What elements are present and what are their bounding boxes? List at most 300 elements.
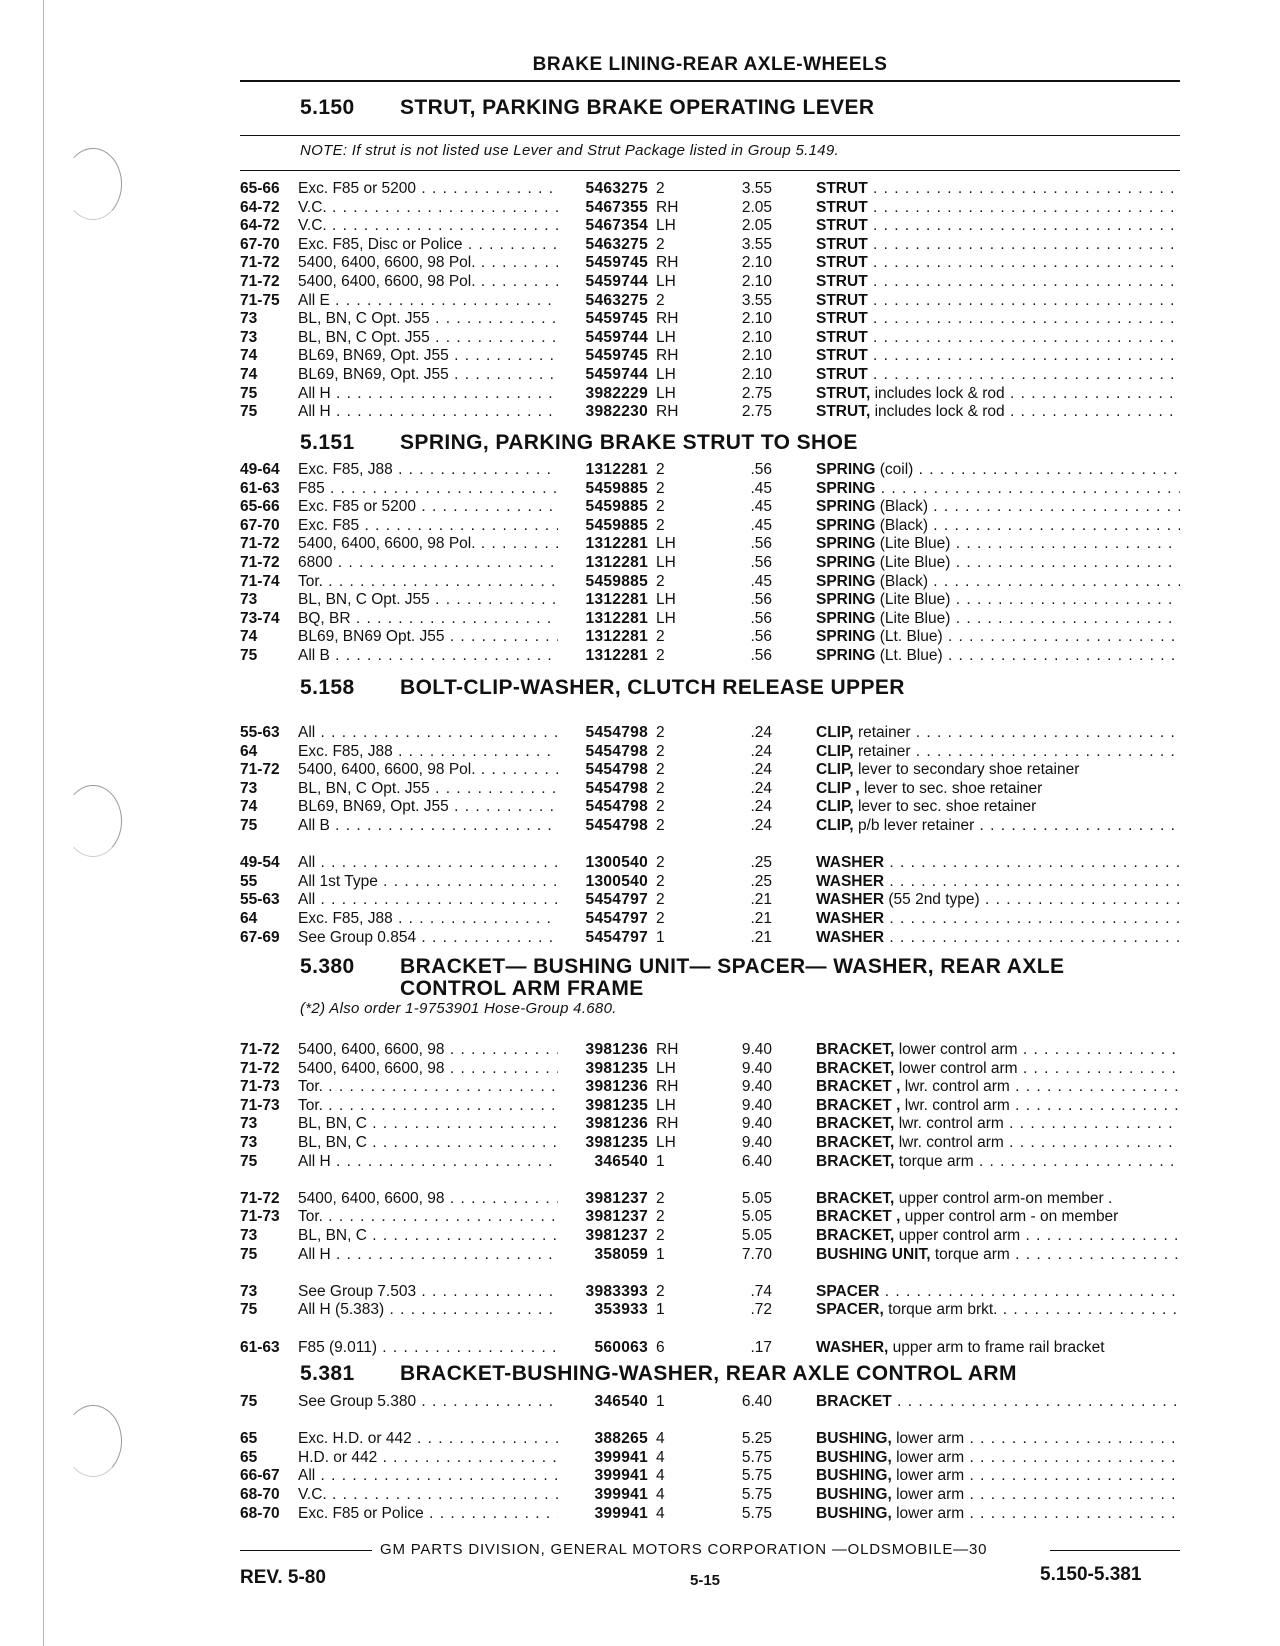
part-number-cell: 5454797 bbox=[585, 910, 648, 927]
application-cell: All . . . bbox=[298, 891, 558, 909]
part-number-cell: 1312281 bbox=[585, 535, 648, 553]
description-cell bbox=[816, 217, 1180, 235]
model-years-cell: 68-70 bbox=[240, 1486, 280, 1503]
quantity-cell: 2 bbox=[656, 628, 665, 646]
description-cell bbox=[816, 273, 1180, 291]
application-cell: Tor. . . . bbox=[298, 1097, 558, 1115]
application-cell: See Group 7.503 . . . bbox=[298, 1283, 558, 1301]
part-number-cell: 3982230 bbox=[585, 403, 648, 421]
quantity-cell: 2 bbox=[656, 235, 665, 253]
part-detail: (Black) bbox=[879, 572, 928, 590]
part-number-cell: 5454798 bbox=[585, 798, 648, 816]
model-years-cell: 71-73 bbox=[240, 1096, 280, 1114]
quantity-cell: 2 bbox=[656, 479, 665, 497]
quantity-cell: 2 bbox=[656, 761, 665, 779]
table-row bbox=[240, 1467, 1180, 1485]
part-name: BUSHING UNIT, bbox=[816, 1245, 931, 1263]
application-cell: V.C. . . . bbox=[298, 217, 558, 235]
part-number-cell: 5454798 bbox=[585, 817, 648, 834]
price-cell: .17 bbox=[750, 1338, 772, 1356]
application-cell: Tor. . . . bbox=[298, 1078, 558, 1096]
section-note: (*2) Also order 1-9753901 Hose-Group 4.680. bbox=[300, 1000, 617, 1017]
part-number-cell: 399941 bbox=[594, 1504, 648, 1522]
description-cell bbox=[816, 1060, 1180, 1078]
part-name: WASHER bbox=[816, 872, 885, 890]
price-cell: 5.75 bbox=[741, 1467, 772, 1485]
description-cell bbox=[816, 1078, 1180, 1096]
price-cell: 6.40 bbox=[741, 1152, 772, 1170]
part-name: WASHER bbox=[816, 854, 885, 872]
part-detail: torque arm brkt. bbox=[888, 1301, 998, 1319]
description-cell bbox=[816, 647, 1180, 665]
part-name: BRACKET, bbox=[816, 1115, 895, 1133]
price-cell: .56 bbox=[750, 647, 772, 664]
table-row bbox=[240, 1190, 1180, 1208]
part-number-cell: 5454798 bbox=[585, 724, 648, 741]
description-cell bbox=[816, 480, 1180, 498]
quantity-cell: 2 bbox=[656, 516, 665, 534]
description-cell bbox=[816, 366, 1180, 384]
section-number: 5.158 bbox=[300, 676, 355, 699]
part-detail: (Lite Blue) bbox=[879, 554, 951, 571]
part-detail: upper control arm-on member . bbox=[898, 1189, 1113, 1207]
price-cell: .56 bbox=[750, 628, 772, 646]
price-cell: .45 bbox=[750, 498, 772, 516]
application-cell: 5400, 6400, 6600, 98 Pol. . . . bbox=[298, 761, 558, 779]
application-cell: All . . . bbox=[298, 1467, 558, 1485]
quantity-cell: LH bbox=[656, 1059, 676, 1077]
part-number-cell: 3982229 bbox=[585, 384, 648, 402]
description-cell bbox=[816, 929, 1180, 947]
quantity-cell: 2 bbox=[656, 910, 665, 927]
description-cell bbox=[816, 573, 1180, 591]
table-row bbox=[240, 1097, 1180, 1115]
table-row bbox=[240, 1430, 1180, 1448]
quantity-cell: 2 bbox=[656, 872, 665, 890]
model-years-cell: 71-72 bbox=[240, 273, 280, 290]
part-detail: retainer bbox=[857, 742, 911, 760]
part-number-cell: 388265 bbox=[594, 1430, 648, 1448]
punch-hole-icon bbox=[64, 148, 122, 220]
price-cell: .45 bbox=[750, 516, 772, 534]
price-cell: 2.75 bbox=[741, 403, 772, 421]
table-row bbox=[240, 1301, 1180, 1319]
description-cell bbox=[816, 910, 1180, 928]
quantity-cell: 2 bbox=[656, 180, 665, 197]
part-detail: lwr. control arm bbox=[904, 1078, 1010, 1096]
table-row bbox=[240, 403, 1180, 421]
price-cell: 5.05 bbox=[741, 1227, 772, 1244]
model-years-cell: 66-67 bbox=[240, 1467, 280, 1485]
part-number-cell: 3981235 bbox=[585, 1134, 648, 1151]
price-cell: 5.05 bbox=[741, 1189, 772, 1207]
table-row bbox=[240, 292, 1180, 310]
application-cell: BL69, BN69, Opt. J55 . . . bbox=[298, 798, 558, 816]
quantity-cell: 4 bbox=[656, 1486, 665, 1503]
part-detail: lever to sec. shoe retainer bbox=[857, 798, 1037, 816]
price-cell: 2.10 bbox=[741, 310, 772, 328]
description-cell bbox=[816, 1041, 1180, 1059]
quantity-cell: 2 bbox=[656, 647, 665, 664]
section-title-5-380 bbox=[300, 956, 1064, 1000]
section-title-5-381 bbox=[300, 1363, 1017, 1385]
part-detail: includes lock & rod bbox=[874, 403, 1005, 421]
description-cell bbox=[816, 554, 1180, 572]
description-cell bbox=[816, 610, 1180, 628]
application-cell: See Group 0.854 . . . bbox=[298, 929, 558, 947]
part-name: SPRING bbox=[816, 461, 876, 478]
application-cell: BL, BN, C Opt. J55 . . . bbox=[298, 310, 558, 328]
part-number-cell: 353933 bbox=[594, 1301, 648, 1319]
quantity-cell: 2 bbox=[656, 1208, 665, 1226]
quantity-cell: 1 bbox=[656, 1301, 665, 1319]
part-name: BUSHING, bbox=[816, 1467, 892, 1485]
application-cell: BL69, BN69, Opt. J55 . . . bbox=[298, 347, 558, 365]
part-name: BRACKET bbox=[816, 1393, 892, 1410]
part-name: WASHER bbox=[816, 891, 885, 909]
application-cell: Exc. F85, J88 . . . bbox=[298, 910, 558, 928]
application-cell: Exc. F85, J88 . . . bbox=[298, 461, 558, 479]
description-cell bbox=[816, 780, 1180, 798]
description-cell bbox=[816, 1393, 1180, 1411]
part-number-cell: 1300540 bbox=[585, 872, 648, 890]
binder-edge-line bbox=[43, 0, 44, 1646]
application-cell: Exc. F85 or 5200 . . . bbox=[298, 180, 558, 198]
table-row bbox=[240, 217, 1180, 235]
application-cell: All B . . . bbox=[298, 817, 558, 835]
description-cell bbox=[816, 873, 1180, 891]
application-cell: All . . . bbox=[298, 724, 558, 742]
model-years-cell: 71-73 bbox=[240, 1208, 280, 1226]
part-name: SPACER bbox=[816, 1282, 880, 1300]
section-rule bbox=[240, 170, 1180, 171]
table-row bbox=[240, 1060, 1180, 1078]
model-years-cell: 55-63 bbox=[240, 891, 280, 909]
table-row bbox=[240, 1227, 1180, 1245]
quantity-cell: RH bbox=[656, 1115, 679, 1133]
part-name: CLIP, bbox=[816, 798, 854, 816]
section-number: 5.381 bbox=[300, 1362, 355, 1385]
part-name: STRUT bbox=[816, 180, 868, 197]
table-row bbox=[240, 554, 1180, 572]
model-years-cell: 49-64 bbox=[240, 461, 280, 478]
part-number-cell: 399941 bbox=[594, 1467, 648, 1485]
application-cell: BL, BN, C Opt. J55 . . . bbox=[298, 591, 558, 609]
part-name: SPRING bbox=[816, 609, 876, 627]
part-name: BRACKET, bbox=[816, 1134, 895, 1151]
table-row bbox=[240, 1339, 1180, 1357]
model-years-cell: 71-72 bbox=[240, 1059, 280, 1077]
part-name: STRUT bbox=[816, 198, 868, 216]
quantity-cell: LH bbox=[656, 591, 676, 609]
footer-corporation: GM PARTS DIVISION, GENERAL MOTORS CORPORATION —OLDSMOBILE—30 bbox=[380, 1541, 988, 1558]
price-cell: .24 bbox=[750, 742, 772, 760]
part-name: STRUT bbox=[816, 291, 868, 309]
price-cell: .56 bbox=[750, 535, 772, 553]
quantity-cell: 1 bbox=[656, 1245, 665, 1263]
table-row bbox=[240, 1041, 1180, 1059]
price-cell: 9.40 bbox=[741, 1059, 772, 1077]
table-row bbox=[240, 929, 1180, 947]
description-cell bbox=[816, 1153, 1180, 1171]
part-name: STRUT bbox=[816, 235, 868, 253]
part-number-cell: 5463275 bbox=[585, 291, 648, 309]
table-row bbox=[240, 329, 1180, 347]
footer-rule-left bbox=[240, 1550, 372, 1551]
table-row bbox=[240, 591, 1180, 609]
footer-section-range: 5.150-5.381 bbox=[1040, 1564, 1142, 1585]
description-cell bbox=[816, 517, 1180, 535]
part-detail: (Lt. Blue) bbox=[879, 628, 943, 646]
part-number-cell: 346540 bbox=[594, 1393, 648, 1410]
table-row bbox=[240, 366, 1180, 384]
quantity-cell: 4 bbox=[656, 1430, 665, 1448]
part-number-cell: 3981237 bbox=[585, 1227, 648, 1244]
model-years-cell: 73 bbox=[240, 328, 258, 346]
description-cell bbox=[816, 798, 1180, 816]
table-row bbox=[240, 1449, 1180, 1467]
application-cell: Exc. H.D. or 442 . . . bbox=[298, 1430, 558, 1448]
part-number-cell: 3981236 bbox=[585, 1078, 648, 1096]
application-cell: All B . . . bbox=[298, 647, 558, 665]
description-cell bbox=[816, 1227, 1180, 1245]
description-cell bbox=[816, 817, 1180, 835]
part-number-cell: 3981235 bbox=[585, 1096, 648, 1114]
part-name: SPACER, bbox=[816, 1301, 884, 1319]
description-cell bbox=[816, 1339, 1180, 1357]
application-cell: BL, BN, C Opt. J55 . . . bbox=[298, 329, 558, 347]
part-name: STRUT bbox=[816, 254, 868, 272]
table-row bbox=[240, 347, 1180, 365]
part-name: BUSHING, bbox=[816, 1448, 892, 1466]
model-years-cell: 71-72 bbox=[240, 1041, 280, 1058]
application-cell: 5400, 6400, 6600, 98 . . . bbox=[298, 1190, 558, 1208]
part-detail: (coil) bbox=[879, 461, 914, 478]
quantity-cell: 2 bbox=[656, 291, 665, 309]
part-name: CLIP, bbox=[816, 817, 854, 834]
part-detail: (Lite Blue) bbox=[879, 591, 951, 609]
quantity-cell: 2 bbox=[656, 1282, 665, 1300]
model-years-cell: 49-54 bbox=[240, 854, 280, 872]
part-detail: upper control arm bbox=[898, 1227, 1021, 1244]
part-detail: lower arm bbox=[896, 1467, 965, 1485]
description-cell bbox=[816, 292, 1180, 310]
application-cell: All H . . . bbox=[298, 385, 558, 403]
page-header-title: BRAKE LINING-REAR AXLE-WHEELS bbox=[532, 54, 888, 75]
application-cell: 5400, 6400, 6600, 98 Pol. . . . bbox=[298, 535, 558, 553]
quantity-cell: 1 bbox=[656, 1152, 665, 1170]
quantity-cell: RH bbox=[656, 254, 679, 272]
application-cell: All . . . bbox=[298, 854, 558, 872]
model-years-cell: 71-74 bbox=[240, 572, 280, 590]
section-number: 5.151 bbox=[300, 431, 355, 454]
quantity-cell: LH bbox=[656, 366, 676, 383]
part-name: SPRING bbox=[816, 498, 876, 516]
model-years-cell: 73 bbox=[240, 1115, 258, 1133]
part-detail: lower arm bbox=[896, 1430, 965, 1448]
price-cell: .21 bbox=[750, 928, 772, 946]
part-detail: torque arm bbox=[934, 1245, 1010, 1263]
table-row bbox=[240, 1393, 1180, 1411]
section-number: 5.150 bbox=[300, 96, 355, 119]
part-number-cell: 1312281 bbox=[585, 591, 648, 609]
part-number-cell: 1312281 bbox=[585, 628, 648, 646]
price-cell: .21 bbox=[750, 891, 772, 909]
application-cell: 5400, 6400, 6600, 98 . . . bbox=[298, 1060, 558, 1078]
part-name: BRACKET , bbox=[816, 1208, 901, 1226]
part-number-cell: 5459745 bbox=[585, 347, 648, 365]
table-row bbox=[240, 535, 1180, 553]
part-number-cell: 5459885 bbox=[585, 516, 648, 534]
part-name: BUSHING, bbox=[816, 1430, 892, 1448]
quantity-cell: 2 bbox=[656, 572, 665, 590]
model-years-cell: 65-66 bbox=[240, 498, 280, 516]
model-years-cell: 73 bbox=[240, 1227, 258, 1244]
description-cell bbox=[816, 461, 1180, 479]
description-cell bbox=[816, 199, 1180, 217]
model-years-cell: 71-72 bbox=[240, 535, 280, 553]
description-cell bbox=[816, 1486, 1180, 1504]
application-cell: Exc. F85 or Police . . . bbox=[298, 1505, 558, 1523]
part-detail: lever to secondary shoe retainer bbox=[857, 761, 1080, 779]
table-row bbox=[240, 573, 1180, 591]
price-cell: .45 bbox=[750, 572, 772, 590]
quantity-cell: 4 bbox=[656, 1504, 665, 1522]
part-number-cell: 5467355 bbox=[585, 198, 648, 216]
price-cell: .45 bbox=[750, 479, 772, 497]
quantity-cell: 2 bbox=[656, 724, 665, 741]
part-name: SPRING bbox=[816, 554, 876, 571]
part-name: SPRING bbox=[816, 572, 876, 590]
part-detail: lower arm bbox=[896, 1448, 965, 1466]
part-number-cell: 5459745 bbox=[585, 254, 648, 272]
model-years-cell: 64-72 bbox=[240, 217, 280, 235]
application-cell: V.C. . . . bbox=[298, 199, 558, 217]
application-cell: Exc. F85, Disc or Police . . . bbox=[298, 236, 558, 254]
part-name: BRACKET, bbox=[816, 1059, 895, 1077]
model-years-cell: 71-72 bbox=[240, 554, 280, 571]
model-years-cell: 73 bbox=[240, 1134, 258, 1151]
quantity-cell: LH bbox=[656, 273, 676, 290]
model-years-cell: 55-63 bbox=[240, 724, 280, 741]
model-years-cell: 73-74 bbox=[240, 609, 280, 627]
application-cell: All 1st Type . . . bbox=[298, 873, 558, 891]
model-years-cell: 75 bbox=[240, 817, 258, 834]
model-years-cell: 67-69 bbox=[240, 928, 280, 946]
description-cell bbox=[816, 1505, 1180, 1523]
price-cell: .25 bbox=[750, 854, 772, 872]
quantity-cell: LH bbox=[656, 384, 676, 402]
part-detail: lower control arm bbox=[898, 1041, 1018, 1058]
application-cell: BL, BN, C . . . bbox=[298, 1115, 558, 1133]
table-row bbox=[240, 1134, 1180, 1152]
part-name: STRUT bbox=[816, 366, 868, 383]
application-cell: 6800 . . . bbox=[298, 554, 558, 572]
part-name: SPRING bbox=[816, 535, 876, 553]
description-cell bbox=[816, 1283, 1180, 1301]
price-cell: 2.10 bbox=[741, 347, 772, 365]
part-name: STRUT, bbox=[816, 384, 871, 402]
description-cell bbox=[816, 236, 1180, 254]
model-years-cell: 61-63 bbox=[240, 1338, 280, 1356]
model-years-cell: 75 bbox=[240, 647, 258, 664]
price-cell: .21 bbox=[750, 910, 772, 927]
part-name: BRACKET , bbox=[816, 1096, 901, 1114]
model-years-cell: 65 bbox=[240, 1448, 258, 1466]
model-years-cell: 75 bbox=[240, 1152, 258, 1170]
application-cell: All H . . . bbox=[298, 1153, 558, 1171]
description-cell bbox=[816, 1430, 1180, 1448]
description-cell bbox=[816, 1301, 1180, 1319]
application-cell: H.D. or 442 . . . bbox=[298, 1449, 558, 1467]
price-cell: 3.55 bbox=[741, 291, 772, 309]
part-detail: lower arm bbox=[896, 1486, 965, 1503]
section-title-5-150 bbox=[300, 97, 874, 119]
description-cell bbox=[816, 1208, 1180, 1226]
part-name: STRUT, bbox=[816, 403, 871, 421]
quantity-cell: 4 bbox=[656, 1448, 665, 1466]
section-number: 5.380 bbox=[300, 955, 355, 978]
model-years-cell: 73 bbox=[240, 591, 258, 609]
application-cell: BQ, BR . . . bbox=[298, 610, 558, 628]
model-years-cell: 73 bbox=[240, 310, 258, 328]
part-detail: (Black) bbox=[879, 516, 928, 534]
section-heading: STRUT, PARKING BRAKE OPERATING LEVER bbox=[400, 96, 875, 119]
model-years-cell: 61-63 bbox=[240, 479, 280, 497]
model-years-cell: 68-70 bbox=[240, 1504, 280, 1522]
application-cell: V.C. . . . bbox=[298, 1486, 558, 1504]
model-years-cell: 71-72 bbox=[240, 761, 280, 779]
part-name: STRUT bbox=[816, 273, 868, 290]
table-row bbox=[240, 273, 1180, 291]
part-detail: (Black) bbox=[879, 498, 928, 516]
part-number-cell: 1300540 bbox=[585, 854, 648, 872]
model-years-cell: 74 bbox=[240, 366, 258, 383]
part-number-cell: 5454798 bbox=[585, 779, 648, 797]
part-detail: includes lock & rod bbox=[874, 384, 1005, 402]
part-number-cell: 5459744 bbox=[585, 273, 648, 290]
model-years-cell: 67-70 bbox=[240, 235, 280, 253]
quantity-cell: RH bbox=[656, 1078, 679, 1096]
table-row bbox=[240, 254, 1180, 272]
quantity-cell: RH bbox=[656, 310, 679, 328]
description-cell bbox=[816, 1097, 1180, 1115]
table-row bbox=[240, 461, 1180, 479]
price-cell: 2.10 bbox=[741, 366, 772, 383]
price-cell: 2.75 bbox=[741, 384, 772, 402]
footer-rule-right bbox=[1050, 1550, 1180, 1551]
quantity-cell: 2 bbox=[656, 779, 665, 797]
part-number-cell: 5467354 bbox=[585, 217, 648, 235]
part-name: SPRING bbox=[816, 628, 876, 646]
footer-revision: REV. 5-80 bbox=[240, 1567, 326, 1588]
table-row bbox=[240, 873, 1180, 891]
price-cell: 2.10 bbox=[741, 254, 772, 272]
part-name: STRUT bbox=[816, 217, 868, 235]
application-cell: See Group 5.380 . . . bbox=[298, 1393, 558, 1411]
part-number-cell: 346540 bbox=[594, 1152, 648, 1170]
part-name: BRACKET, bbox=[816, 1227, 895, 1244]
part-number-cell: 1312281 bbox=[585, 609, 648, 627]
section-heading-line-1: BRACKET— BUSHING UNIT— SPACER— WASHER, REAR AXLE bbox=[400, 955, 1065, 978]
part-name: WASHER, bbox=[816, 1338, 889, 1356]
part-detail: lwr. control arm bbox=[898, 1115, 1004, 1133]
part-name: CLIP, bbox=[816, 742, 854, 760]
description-cell bbox=[816, 329, 1180, 347]
header-rule bbox=[240, 80, 1180, 82]
part-number-cell: 560063 bbox=[594, 1338, 648, 1356]
part-number-cell: 5454798 bbox=[585, 742, 648, 760]
